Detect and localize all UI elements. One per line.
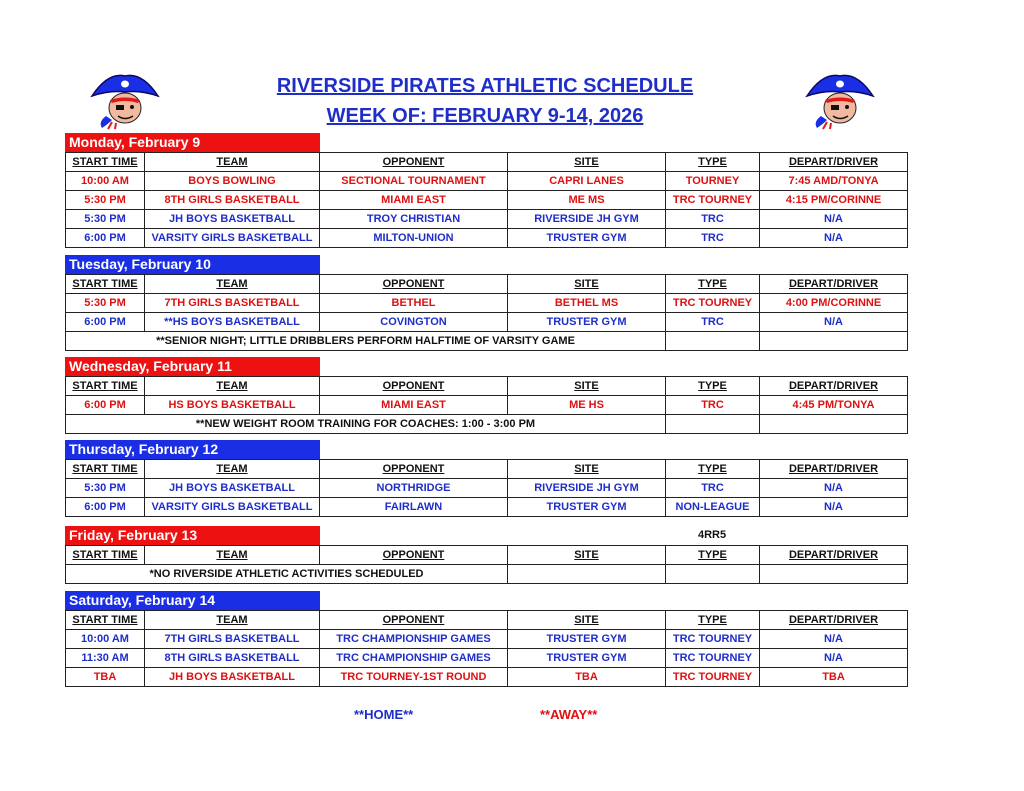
header-row [66, 377, 908, 396]
start-time: 6:00 PM [66, 498, 145, 517]
table-row [66, 630, 908, 649]
type: NON-LEAGUE [666, 498, 760, 517]
col-depart-driver: DEPART/DRIVER [760, 377, 908, 396]
opponent: COVINGTON [320, 313, 508, 332]
team: HS BOYS BASKETBALL [145, 396, 320, 415]
start-time: 5:30 PM [66, 210, 145, 229]
type: TRC TOURNEY [666, 649, 760, 668]
col-start-time: START TIME [66, 546, 145, 565]
col-site: SITE [508, 611, 666, 630]
col-start-time: START TIME [66, 275, 145, 294]
start-time: 6:00 PM [66, 313, 145, 332]
depart-driver: N/A [760, 210, 908, 229]
depart-driver: 4:45 PM/TONYA [760, 396, 908, 415]
empty-cell [508, 565, 666, 584]
team: VARSITY GIRLS BASKETBALL [145, 498, 320, 517]
team: 8TH GIRLS BASKETBALL [145, 649, 320, 668]
header-row [66, 275, 908, 294]
site: RIVERSIDE JH GYM [508, 210, 666, 229]
opponent: TRC TOURNEY-1ST ROUND [320, 668, 508, 687]
depart-driver: N/A [760, 630, 908, 649]
table-row [66, 210, 908, 229]
col-type: TYPE [666, 611, 760, 630]
empty-cell [760, 565, 908, 584]
col-site: SITE [508, 377, 666, 396]
col-depart-driver: DEPART/DRIVER [760, 460, 908, 479]
opponent: MILTON-UNION [320, 229, 508, 248]
col-site: SITE [508, 153, 666, 172]
opponent: MIAMI EAST [320, 396, 508, 415]
col-opponent: OPPONENT [320, 153, 508, 172]
type: TRC [666, 396, 760, 415]
table-row [66, 294, 908, 313]
type: TRC TOURNEY [666, 668, 760, 687]
site: TRUSTER GYM [508, 498, 666, 517]
schedule-table [65, 376, 908, 434]
col-depart-driver: DEPART/DRIVER [760, 153, 908, 172]
type: TRC [666, 210, 760, 229]
legend-home: **HOME** [354, 707, 414, 722]
col-start-time: START TIME [66, 153, 145, 172]
day-header: Tuesday, February 10 [65, 255, 320, 274]
col-type: TYPE [666, 460, 760, 479]
site: TBA [508, 668, 666, 687]
empty-cell [760, 332, 908, 351]
col-start-time: START TIME [66, 611, 145, 630]
start-time: 5:30 PM [66, 294, 145, 313]
site: TRUSTER GYM [508, 313, 666, 332]
header-row [66, 546, 908, 565]
day-tuesday [65, 255, 907, 351]
pirate-logo-icon [88, 70, 162, 130]
start-time: 10:00 AM [66, 630, 145, 649]
col-opponent: OPPONENT [320, 611, 508, 630]
col-site: SITE [508, 460, 666, 479]
schedule-table [65, 545, 908, 584]
col-type: TYPE [666, 153, 760, 172]
site: TRUSTER GYM [508, 630, 666, 649]
team: **HS BOYS BASKETBALL [145, 313, 320, 332]
team: JH BOYS BASKETBALL [145, 668, 320, 687]
opponent: BETHEL [320, 294, 508, 313]
empty-cell [760, 415, 908, 434]
site: BETHEL MS [508, 294, 666, 313]
col-type: TYPE [666, 377, 760, 396]
note-row [66, 415, 908, 434]
schedule-table [65, 274, 908, 351]
team: VARSITY GIRLS BASKETBALL [145, 229, 320, 248]
type: TOURNEY [666, 172, 760, 191]
day-header: Wednesday, February 11 [65, 357, 320, 376]
site: ME MS [508, 191, 666, 210]
site: CAPRI LANES [508, 172, 666, 191]
col-opponent: OPPONENT [320, 377, 508, 396]
type: TRC [666, 479, 760, 498]
depart-driver: N/A [760, 649, 908, 668]
site: RIVERSIDE JH GYM [508, 479, 666, 498]
schedule-table [65, 610, 908, 687]
legend-away: **AWAY** [540, 707, 598, 722]
note-row [66, 565, 908, 584]
site: TRUSTER GYM [508, 229, 666, 248]
header-row [66, 153, 908, 172]
header-row [66, 611, 908, 630]
opponent: TRC CHAMPIONSHIP GAMES [320, 649, 508, 668]
schedule-table [65, 459, 908, 517]
depart-driver: N/A [760, 229, 908, 248]
col-site: SITE [508, 546, 666, 565]
schedule-title: RIVERSIDE PIRATES ATHLETIC SCHEDULE [276, 75, 694, 97]
header-row [66, 460, 908, 479]
day-monday [65, 133, 907, 248]
empty-cell [666, 332, 760, 351]
table-row [66, 649, 908, 668]
table-row [66, 172, 908, 191]
team: JH BOYS BASKETBALL [145, 210, 320, 229]
start-time: TBA [66, 668, 145, 687]
note-row [66, 332, 908, 351]
site: ME HS [508, 396, 666, 415]
col-site: SITE [508, 275, 666, 294]
start-time: 11:30 AM [66, 649, 145, 668]
col-opponent: OPPONENT [320, 546, 508, 565]
start-time: 6:00 PM [66, 396, 145, 415]
table-row [66, 498, 908, 517]
col-depart-driver: DEPART/DRIVER [760, 611, 908, 630]
depart-driver: 4:15 PM/CORINNE [760, 191, 908, 210]
site: TRUSTER GYM [508, 649, 666, 668]
col-team: TEAM [145, 153, 320, 172]
col-start-time: START TIME [66, 460, 145, 479]
opponent: FAIRLAWN [320, 498, 508, 517]
depart-driver: N/A [760, 479, 908, 498]
schedule-note: **NEW WEIGHT ROOM TRAINING FOR COACHES: 1:00 - 3:00 PM [66, 415, 666, 434]
start-time: 6:00 PM [66, 229, 145, 248]
type: TRC TOURNEY [666, 191, 760, 210]
schedule-note: **SENIOR NIGHT; LITTLE DRIBBLERS PERFORM HALFTIME OF VARSITY GAME [66, 332, 666, 351]
col-type: TYPE [666, 546, 760, 565]
col-team: TEAM [145, 460, 320, 479]
team: 7TH GIRLS BASKETBALL [145, 294, 320, 313]
day-header: Friday, February 13 [65, 526, 320, 545]
schedule-note: *NO RIVERSIDE ATHLETIC ACTIVITIES SCHEDULED [66, 565, 508, 584]
depart-driver: 4:00 PM/CORINNE [760, 294, 908, 313]
depart-driver: N/A [760, 313, 908, 332]
team: 7TH GIRLS BASKETBALL [145, 630, 320, 649]
depart-driver: N/A [760, 498, 908, 517]
table-row [66, 396, 908, 415]
opponent: TRC CHAMPIONSHIP GAMES [320, 630, 508, 649]
start-time: 5:30 PM [66, 479, 145, 498]
type: TRC [666, 313, 760, 332]
table-row [66, 668, 908, 687]
col-type: TYPE [666, 275, 760, 294]
col-team: TEAM [145, 377, 320, 396]
team: 8TH GIRLS BASKETBALL [145, 191, 320, 210]
day-header: Monday, February 9 [65, 133, 320, 152]
start-time: 5:30 PM [66, 191, 145, 210]
opponent: MIAMI EAST [320, 191, 508, 210]
day-saturday [65, 591, 907, 687]
type: TRC TOURNEY [666, 630, 760, 649]
table-row [66, 191, 908, 210]
col-start-time: START TIME [66, 377, 145, 396]
start-time: 10:00 AM [66, 172, 145, 191]
team: JH BOYS BASKETBALL [145, 479, 320, 498]
table-row [66, 479, 908, 498]
opponent: SECTIONAL TOURNAMENT [320, 172, 508, 191]
team: BOYS BOWLING [145, 172, 320, 191]
table-row [66, 313, 908, 332]
opponent: TROY CHRISTIAN [320, 210, 508, 229]
col-depart-driver: DEPART/DRIVER [760, 546, 908, 565]
depart-driver: TBA [760, 668, 908, 687]
day-header: Thursday, February 12 [65, 440, 320, 459]
empty-cell [666, 565, 760, 584]
col-opponent: OPPONENT [320, 460, 508, 479]
day-header: Saturday, February 14 [65, 591, 320, 610]
type: TRC [666, 229, 760, 248]
type: TRC TOURNEY [666, 294, 760, 313]
col-team: TEAM [145, 546, 320, 565]
day-friday [65, 526, 907, 584]
depart-driver: 7:45 AMD/TONYA [760, 172, 908, 191]
col-opponent: OPPONENT [320, 275, 508, 294]
day-wednesday [65, 357, 907, 434]
pirate-logo-icon [803, 70, 877, 130]
empty-cell [666, 415, 760, 434]
col-team: TEAM [145, 275, 320, 294]
friday-code: 4RR5 [698, 529, 727, 541]
col-depart-driver: DEPART/DRIVER [760, 275, 908, 294]
table-row [66, 229, 908, 248]
day-thursday [65, 440, 907, 517]
schedule-table [65, 152, 908, 248]
schedule-week: WEEK OF: FEBRUARY 9-14, 2026 [326, 105, 644, 127]
col-team: TEAM [145, 611, 320, 630]
opponent: NORTHRIDGE [320, 479, 508, 498]
